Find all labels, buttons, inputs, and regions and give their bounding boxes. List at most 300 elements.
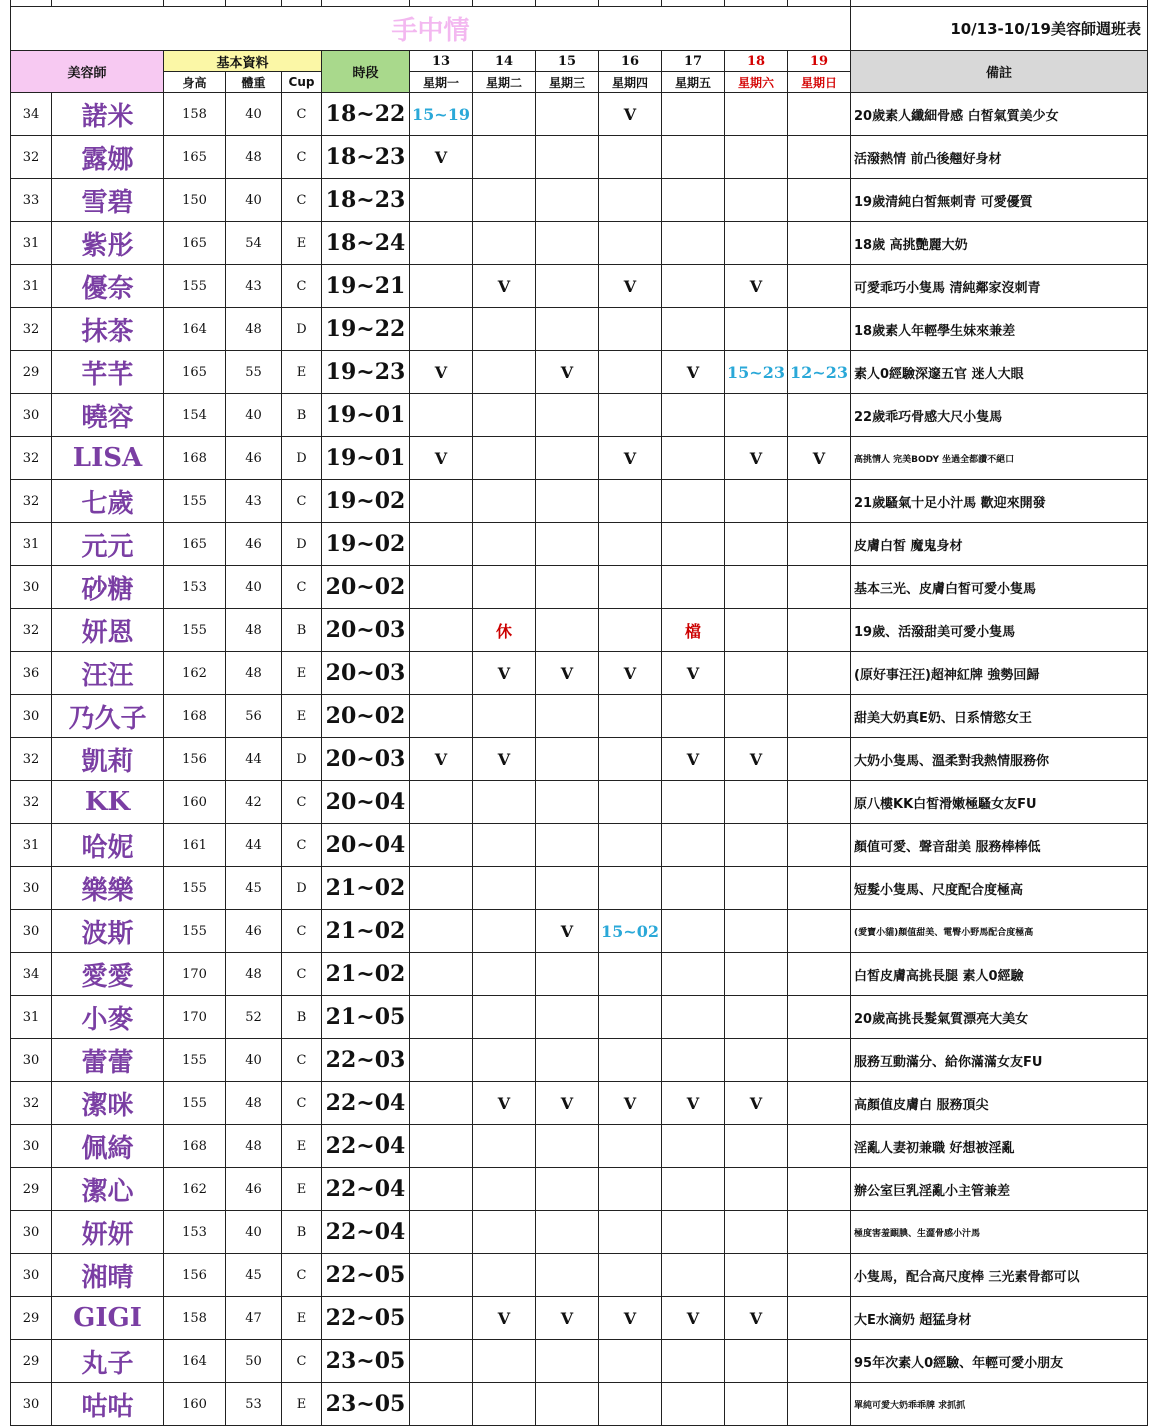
time-slot-cell: 21~02 xyxy=(322,867,410,910)
day-cell xyxy=(473,566,536,609)
weekday-wed: 星期三 xyxy=(536,72,599,93)
day-cell xyxy=(599,179,662,222)
remark-cell: 95年次素人0經驗、年輕可愛小朋友 xyxy=(851,1340,1148,1383)
cup-cell: E xyxy=(282,652,322,695)
day-cell: V xyxy=(662,1082,725,1125)
day-cell xyxy=(788,308,851,351)
beautician-name: 乃久子 xyxy=(52,695,164,738)
day-cell xyxy=(410,1039,473,1082)
table-row xyxy=(11,910,1148,953)
day-cell xyxy=(473,93,536,136)
day-cell xyxy=(725,867,788,910)
age-cell: 30 xyxy=(11,1383,52,1426)
day-cell xyxy=(473,136,536,179)
height-cell: 155 xyxy=(164,265,226,308)
day-cell xyxy=(410,1082,473,1125)
table-row xyxy=(11,1254,1148,1297)
day-cell xyxy=(788,1082,851,1125)
day-cell: V xyxy=(410,351,473,394)
age-cell: 29 xyxy=(11,1297,52,1340)
table-row xyxy=(11,1082,1148,1125)
day-cell xyxy=(536,609,599,652)
day-cell xyxy=(536,308,599,351)
remark-cell: 原八樓KK白皙滑嫩極騷女友FU xyxy=(851,781,1148,824)
cup-cell: C xyxy=(282,136,322,179)
time-slot-cell: 20~03 xyxy=(322,738,410,781)
day-cell xyxy=(599,523,662,566)
day-cell xyxy=(599,867,662,910)
day-cell xyxy=(410,867,473,910)
day-cell xyxy=(536,179,599,222)
day-cell xyxy=(410,1340,473,1383)
day-cell xyxy=(599,394,662,437)
time-slot-cell: 22~04 xyxy=(322,1082,410,1125)
day-cell xyxy=(725,1039,788,1082)
day-cell xyxy=(536,222,599,265)
remark-cell: 極度害羞靦腆、生澀骨感小汁馬 xyxy=(851,1211,1148,1254)
table-row xyxy=(11,738,1148,781)
age-cell: 30 xyxy=(11,394,52,437)
day-cell xyxy=(599,480,662,523)
age-cell: 31 xyxy=(11,523,52,566)
day-cell xyxy=(410,480,473,523)
day-cell xyxy=(410,308,473,351)
time-slot-cell: 18~24 xyxy=(322,222,410,265)
height-cell: 158 xyxy=(164,1297,226,1340)
day-cell xyxy=(788,265,851,308)
time-slot-cell: 19~02 xyxy=(322,523,410,566)
table-row xyxy=(11,695,1148,738)
height-cell: 153 xyxy=(164,566,226,609)
weekday-mon: 星期一 xyxy=(410,72,473,93)
day-cell: V xyxy=(725,1082,788,1125)
weight-cell: 42 xyxy=(226,781,282,824)
day-cell: V xyxy=(473,652,536,695)
height-header: 身高 xyxy=(164,72,226,93)
height-cell: 168 xyxy=(164,437,226,480)
time-slot-cell: 18~23 xyxy=(322,179,410,222)
day-cell xyxy=(788,93,851,136)
day-cell xyxy=(599,1039,662,1082)
height-cell: 161 xyxy=(164,824,226,867)
cup-cell: B xyxy=(282,996,322,1039)
basic-info-header: 基本資料 xyxy=(164,51,322,72)
time-slot-cell: 20~02 xyxy=(322,566,410,609)
day-cell: V xyxy=(410,136,473,179)
day-cell: V xyxy=(473,738,536,781)
beautician-name: 妍妍 xyxy=(52,1211,164,1254)
beautician-name: 雪碧 xyxy=(52,179,164,222)
age-cell: 32 xyxy=(11,1082,52,1125)
age-cell: 32 xyxy=(11,738,52,781)
time-slot-cell: 19~02 xyxy=(322,480,410,523)
remark-cell: 基本三光、皮膚白皙可愛小隻馬 xyxy=(851,566,1148,609)
day-cell: V xyxy=(662,652,725,695)
day-cell xyxy=(788,1254,851,1297)
age-cell: 31 xyxy=(11,265,52,308)
beautician-name: 妍恩 xyxy=(52,609,164,652)
age-cell: 32 xyxy=(11,437,52,480)
weight-cell: 40 xyxy=(226,566,282,609)
height-cell: 155 xyxy=(164,910,226,953)
day-cell xyxy=(599,1254,662,1297)
cup-cell: B xyxy=(282,1211,322,1254)
day-cell xyxy=(473,480,536,523)
beautician-name: 砂糖 xyxy=(52,566,164,609)
beautician-name: 佩綺 xyxy=(52,1125,164,1168)
day-date-16: 16 xyxy=(599,51,662,72)
cup-cell: D xyxy=(282,523,322,566)
time-slot-cell: 20~03 xyxy=(322,652,410,695)
age-cell: 30 xyxy=(11,1125,52,1168)
day-cell xyxy=(725,136,788,179)
day-cell xyxy=(599,308,662,351)
day-cell xyxy=(536,394,599,437)
beautician-name: 哈妮 xyxy=(52,824,164,867)
day-cell xyxy=(662,867,725,910)
day-date-13: 13 xyxy=(410,51,473,72)
table-row xyxy=(11,265,1148,308)
weight-cell: 54 xyxy=(226,222,282,265)
age-cell: 30 xyxy=(11,695,52,738)
height-cell: 165 xyxy=(164,351,226,394)
day-cell xyxy=(473,910,536,953)
cup-cell: C xyxy=(282,179,322,222)
cup-cell: C xyxy=(282,953,322,996)
day-cell: V xyxy=(536,1082,599,1125)
brand-title: 手中情 xyxy=(11,7,851,51)
table-row xyxy=(11,1383,1148,1426)
beautician-name: 樂樂 xyxy=(52,867,164,910)
table-row xyxy=(11,824,1148,867)
remark-cell: 短髮小隻馬、尺度配合度極高 xyxy=(851,867,1148,910)
day-cell xyxy=(662,824,725,867)
time-slot-cell: 22~05 xyxy=(322,1297,410,1340)
day-cell xyxy=(788,523,851,566)
table-row xyxy=(11,953,1148,996)
weight-cell: 52 xyxy=(226,996,282,1039)
day-cell xyxy=(662,480,725,523)
day-cell: 15~19 xyxy=(410,93,473,136)
time-slot-cell: 18~22 xyxy=(322,93,410,136)
day-cell xyxy=(788,222,851,265)
day-cell xyxy=(410,1168,473,1211)
cup-cell: E xyxy=(282,1383,322,1426)
beautician-name: GIGI xyxy=(52,1297,164,1340)
day-cell: V xyxy=(599,93,662,136)
day-cell xyxy=(599,695,662,738)
remark-cell: 顏值可愛、聲音甜美 服務棒棒低 xyxy=(851,824,1148,867)
day-cell xyxy=(662,1211,725,1254)
day-cell: V xyxy=(536,910,599,953)
day-cell xyxy=(662,136,725,179)
day-cell xyxy=(410,824,473,867)
remark-cell: 19歲清純白皙無刺青 可愛優質 xyxy=(851,179,1148,222)
day-cell xyxy=(788,1383,851,1426)
weight-cell: 47 xyxy=(226,1297,282,1340)
height-cell: 156 xyxy=(164,1254,226,1297)
day-cell xyxy=(599,824,662,867)
remark-cell: 小隻馬，配合高尺度棒 三光素骨都可以 xyxy=(851,1254,1148,1297)
cup-cell: B xyxy=(282,394,322,437)
day-cell: 15~02 xyxy=(599,910,662,953)
day-cell: V xyxy=(725,1297,788,1340)
day-cell xyxy=(725,93,788,136)
weekday-fri: 星期五 xyxy=(662,72,725,93)
height-cell: 150 xyxy=(164,179,226,222)
table-row xyxy=(11,867,1148,910)
remark-cell: 20歲素人纖細骨感 白皙氣質美少女 xyxy=(851,93,1148,136)
day-cell xyxy=(599,1340,662,1383)
day-cell xyxy=(410,953,473,996)
day-cell xyxy=(788,953,851,996)
day-cell: V xyxy=(725,265,788,308)
day-cell xyxy=(662,93,725,136)
age-cell: 31 xyxy=(11,824,52,867)
day-cell xyxy=(662,308,725,351)
day-cell: V xyxy=(662,1297,725,1340)
day-cell xyxy=(410,695,473,738)
beautician-name: 潔咪 xyxy=(52,1082,164,1125)
weight-cell: 40 xyxy=(226,179,282,222)
height-cell: 156 xyxy=(164,738,226,781)
day-cell xyxy=(725,953,788,996)
day-cell: V xyxy=(536,351,599,394)
age-cell: 29 xyxy=(11,1340,52,1383)
cup-cell: C xyxy=(282,1039,322,1082)
day-cell xyxy=(599,136,662,179)
day-cell xyxy=(536,1039,599,1082)
schedule-table xyxy=(10,0,1148,1426)
height-cell: 165 xyxy=(164,523,226,566)
table-row xyxy=(11,1297,1148,1340)
age-cell: 33 xyxy=(11,179,52,222)
height-cell: 155 xyxy=(164,1082,226,1125)
table-row xyxy=(11,136,1148,179)
day-cell xyxy=(725,1125,788,1168)
day-date-14: 14 xyxy=(473,51,536,72)
day-cell: V xyxy=(599,265,662,308)
table-row xyxy=(11,93,1148,136)
remark-cell: 活潑熱情 前凸後翹好身材 xyxy=(851,136,1148,179)
day-date-17: 17 xyxy=(662,51,725,72)
height-cell: 153 xyxy=(164,1211,226,1254)
header-row-1 xyxy=(11,51,1148,72)
day-cell xyxy=(536,93,599,136)
age-cell: 30 xyxy=(11,1039,52,1082)
day-cell xyxy=(599,953,662,996)
day-cell: V xyxy=(536,652,599,695)
day-cell xyxy=(788,867,851,910)
remark-cell: 18歲 高挑艷麗大奶 xyxy=(851,222,1148,265)
weight-cell: 50 xyxy=(226,1340,282,1383)
day-cell xyxy=(662,566,725,609)
weight-cell: 45 xyxy=(226,867,282,910)
cup-cell: E xyxy=(282,1297,322,1340)
weight-cell: 46 xyxy=(226,523,282,566)
age-cell: 29 xyxy=(11,351,52,394)
day-cell xyxy=(410,394,473,437)
title-row xyxy=(11,7,1148,51)
day-cell xyxy=(473,1340,536,1383)
day-cell xyxy=(725,222,788,265)
day-cell xyxy=(788,910,851,953)
age-cell: 32 xyxy=(11,480,52,523)
time-slot-cell: 23~05 xyxy=(322,1383,410,1426)
time-slot-cell: 23~05 xyxy=(322,1340,410,1383)
weight-cell: 48 xyxy=(226,953,282,996)
age-cell: 36 xyxy=(11,652,52,695)
day-cell xyxy=(662,1039,725,1082)
day-cell xyxy=(662,1125,725,1168)
day-cell xyxy=(788,1211,851,1254)
day-cell: V xyxy=(599,1297,662,1340)
remark-cell: 22歲乖巧骨感大尺小隻馬 xyxy=(851,394,1148,437)
weight-cell: 40 xyxy=(226,93,282,136)
day-cell xyxy=(725,1211,788,1254)
table-row xyxy=(11,1340,1148,1383)
weight-cell: 40 xyxy=(226,1211,282,1254)
age-cell: 31 xyxy=(11,996,52,1039)
day-cell xyxy=(788,480,851,523)
cup-header: Cup xyxy=(282,72,322,93)
remark-cell: 20歲高挑長髮氣質漂亮大美女 xyxy=(851,996,1148,1039)
slot-header: 時段 xyxy=(322,51,410,93)
cup-cell: E xyxy=(282,695,322,738)
height-cell: 155 xyxy=(164,480,226,523)
day-cell xyxy=(725,1254,788,1297)
age-cell: 30 xyxy=(11,867,52,910)
day-cell xyxy=(536,480,599,523)
table-row xyxy=(11,179,1148,222)
day-cell: V xyxy=(662,738,725,781)
day-cell xyxy=(536,1168,599,1211)
day-cell xyxy=(536,996,599,1039)
day-cell xyxy=(410,1211,473,1254)
time-slot-cell: 21~02 xyxy=(322,953,410,996)
age-cell: 32 xyxy=(11,609,52,652)
remark-cell: 皮膚白皙 魔鬼身材 xyxy=(851,523,1148,566)
day-cell xyxy=(536,1125,599,1168)
day-date-18: 18 xyxy=(725,51,788,72)
day-cell xyxy=(473,996,536,1039)
day-cell xyxy=(536,1383,599,1426)
beautician-header: 美容師 xyxy=(11,51,164,93)
time-slot-cell: 22~04 xyxy=(322,1125,410,1168)
beautician-name: 愛愛 xyxy=(52,953,164,996)
beautician-name: KK xyxy=(52,781,164,824)
day-cell xyxy=(410,1254,473,1297)
time-slot-cell: 18~23 xyxy=(322,136,410,179)
day-cell xyxy=(788,695,851,738)
weight-cell: 56 xyxy=(226,695,282,738)
cup-cell: D xyxy=(282,308,322,351)
day-cell xyxy=(473,394,536,437)
beautician-name: 潔心 xyxy=(52,1168,164,1211)
height-cell: 165 xyxy=(164,136,226,179)
cup-cell: E xyxy=(282,1125,322,1168)
day-cell xyxy=(662,910,725,953)
week-range: 10/13-10/19美容師週班表 xyxy=(851,7,1148,51)
beautician-name: LISA xyxy=(52,437,164,480)
table-row xyxy=(11,523,1148,566)
height-cell: 170 xyxy=(164,996,226,1039)
day-cell xyxy=(725,1383,788,1426)
beautician-name: 蕾蕾 xyxy=(52,1039,164,1082)
day-cell xyxy=(536,437,599,480)
height-cell: 160 xyxy=(164,781,226,824)
time-slot-cell: 22~04 xyxy=(322,1211,410,1254)
day-cell xyxy=(662,265,725,308)
day-cell xyxy=(725,781,788,824)
day-cell xyxy=(473,351,536,394)
table-row xyxy=(11,1211,1148,1254)
remark-cell: 單純可愛大奶乖乖牌 求抓抓 xyxy=(851,1383,1148,1426)
day-cell xyxy=(725,308,788,351)
height-cell: 164 xyxy=(164,308,226,351)
weight-cell: 43 xyxy=(226,480,282,523)
day-cell: 12~23 xyxy=(788,351,851,394)
table-row xyxy=(11,437,1148,480)
day-cell xyxy=(788,179,851,222)
day-cell xyxy=(536,695,599,738)
beautician-name: 紫彤 xyxy=(52,222,164,265)
weight-cell: 46 xyxy=(226,437,282,480)
day-cell: V xyxy=(599,652,662,695)
day-cell xyxy=(599,222,662,265)
age-cell: 30 xyxy=(11,1211,52,1254)
day-cell xyxy=(536,1340,599,1383)
cup-cell: C xyxy=(282,93,322,136)
cup-cell: E xyxy=(282,351,322,394)
remark-cell: 高顏值皮膚白 服務頂尖 xyxy=(851,1082,1148,1125)
day-cell xyxy=(725,394,788,437)
height-cell: 170 xyxy=(164,953,226,996)
table-row xyxy=(11,222,1148,265)
age-cell: 32 xyxy=(11,781,52,824)
day-cell: V xyxy=(788,437,851,480)
time-slot-cell: 22~04 xyxy=(322,1168,410,1211)
age-cell: 29 xyxy=(11,1168,52,1211)
day-cell: V xyxy=(410,738,473,781)
weight-cell: 48 xyxy=(226,308,282,351)
day-cell xyxy=(662,179,725,222)
height-cell: 168 xyxy=(164,1125,226,1168)
day-cell xyxy=(788,1168,851,1211)
time-slot-cell: 20~04 xyxy=(322,824,410,867)
day-cell xyxy=(473,824,536,867)
beautician-name: 汪汪 xyxy=(52,652,164,695)
beautician-name: 湘晴 xyxy=(52,1254,164,1297)
day-cell xyxy=(788,652,851,695)
weight-cell: 48 xyxy=(226,652,282,695)
day-cell xyxy=(473,867,536,910)
day-cell xyxy=(410,265,473,308)
time-slot-cell: 22~03 xyxy=(322,1039,410,1082)
day-cell xyxy=(536,265,599,308)
beautician-name: 咕咕 xyxy=(52,1383,164,1426)
day-cell xyxy=(473,695,536,738)
time-slot-cell: 21~05 xyxy=(322,996,410,1039)
day-cell xyxy=(536,738,599,781)
height-cell: 155 xyxy=(164,1039,226,1082)
weight-cell: 43 xyxy=(226,265,282,308)
day-cell xyxy=(410,1125,473,1168)
day-cell xyxy=(599,738,662,781)
table-row xyxy=(11,609,1148,652)
cup-cell: C xyxy=(282,1082,322,1125)
remark-cell: (原好事汪汪)超神紅牌 強勢回歸 xyxy=(851,652,1148,695)
